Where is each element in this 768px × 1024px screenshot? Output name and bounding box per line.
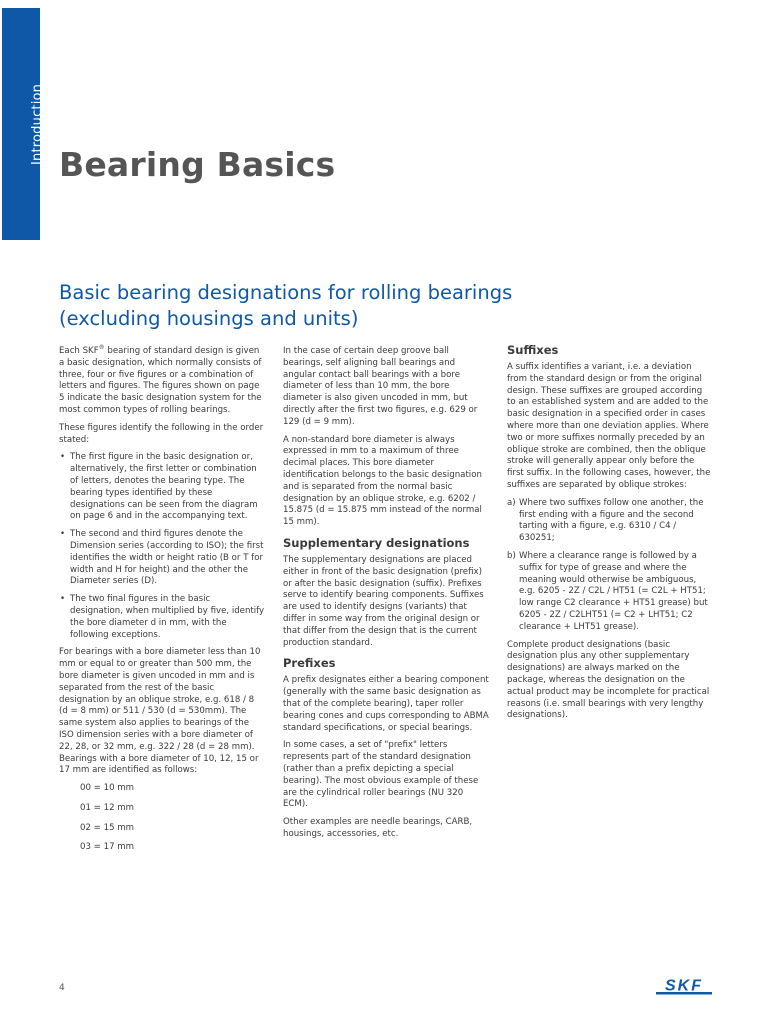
supplementary-designations-paragraph: The supplementary designations are placed either in front of the basic designation (prefix) or after the basic designation (suffix). Prefixes serve to identify bearing components. Suffixes are used to identify designs (variants) that differ in some way from the original design or that differ from the design that is the current production standard.	[283, 554, 484, 648]
intro-paragraph: Each SKF® bearing of standard design is given a basic designation, which normally consists of three, four or five figures or a combination of letters and figures. The figures shown on page 5 indicate the basic designation system for the most common types of rolling bearings.	[59, 344, 262, 415]
product-designations-paragraph: Complete product designations (basic designation plus any other supplementary designations) are always marked on the package, whereas the designation on the actual product may be incomplete for practical reasons (i.e. small bearings with very lengthy designations).	[507, 639, 710, 721]
prefixes-paragraph: In some cases, a set of "prefix" letters represents part of the standard designation (rather than a prefix depicting a special bearing). The most obvious example of these are the cylindrical roller bearings (NU 320 ECM).	[283, 740, 479, 810]
order-paragraph: These figures identify the following in the order stated:	[59, 422, 264, 445]
skf-logo	[656, 977, 712, 995]
suffix-cases-list	[507, 498, 713, 634]
suffixes-heading: Suffixes	[507, 343, 559, 357]
list-item: a) Where two suffixes follow one another, the first ending with a figure and the second tarting with a figure, e.g. 6310 / C4 / 630251;	[507, 497, 704, 544]
page-title: Bearing Basics	[59, 145, 336, 184]
bore-code: 03 = 17 mm	[80, 842, 135, 853]
list-item: • The two final figures in the basic designation, when multiplied by five, identify the bore diameter d in mm, with the following exceptions.	[60, 594, 265, 640]
page-number: 4	[59, 983, 65, 993]
list-item: • The first figure in the basic designation or, alternatively, the first letter or combination of letters, denotes the bearing type. The bearing types identified by these designations can be seen from the diagram on page 6 and in the accompanying text.	[60, 452, 258, 522]
non-standard-bore-paragraph: A non-standard bore diameter is always expressed in mm to a maximum of three decimal places. This bore diameter identification belongs to the basic designation and is separated from the normal basic designation by an oblique stroke, e.g. 6202 / 15.875 (d = 15.875 mm instead of the normal 15 mm).	[283, 434, 482, 528]
text-column-1	[59, 346, 265, 862]
registered-mark: ®	[98, 344, 105, 352]
figure-meaning-list	[59, 452, 265, 641]
svg-text:SKF: SKF	[665, 977, 703, 995]
supplementary-designations-heading: Supplementary designations	[283, 535, 470, 550]
bore-code: 00 = 10 mm	[80, 783, 135, 794]
small-bore-paragraph: In the case of certain deep groove ball bearings, self aligning ball bearings and angular contact ball bearings with a bore diameter of less than 10 mm, the bore diameter is also given uncoded in mm, but directly after the first two figures, e.g. 629 or 129 (d = 9 mm).	[283, 346, 478, 427]
section-title: Basic bearing designations for rolling bearings (excluding housings and units)	[59, 281, 513, 330]
list-item: b) Where a clearance range is followed by a suffix for type of grease and where the meaning would otherwise be ambiguous, e.g. 6205 - 2Z / C2L / HT51 (= C2L + HT51; low range C2 clearance + HT51 grease) but 6205 - 2Z / C2LHT51 (= C2 + LHT51; C2 clearance + LHT51 grease).	[507, 550, 708, 632]
bore-diameter-paragraph: For bearings with a bore diameter less than 10 mm or equal to or greater than 500 mm, the bore diameter is given uncoded in mm and is separated from the rest of the basic designation by an oblique stroke, e.g. 618 / 8 (d = 8 mm) or 511 / 530 (d = 530mm). The same system also applies to bearings of the ISO dimension series with a bore diameter of 22, 28, or 32 mm, e.g. 322 / 28 (d = 28 mm). Bearings with a bore diameter of 10, 12, 15 or 17 mm are identified as follows:	[59, 647, 261, 776]
list-item: • The second and third figures denote the Dimension series (according to ISO); the first identifies the width or height ratio (B or T for width and H for height) and the other the Diameter series (D).	[60, 529, 264, 587]
suffixes-paragraph: A suffix identifies a variant, i.e. a deviation from the standard design or from the original design. These suffixes are grouped according to an established system and are added to the basic designation in a specified order in cases where more than one deviation applies. Where two or more suffixes normally preceded by an oblique stroke are combined, then the oblique stroke will generally appear only before the first suffix. In the following cases, however, the suffixes are separated by oblique strokes:	[507, 362, 711, 490]
bore-code: 02 = 15 mm	[80, 822, 135, 833]
text-column-3	[507, 344, 713, 728]
prefixes-paragraph: Other examples are needle bearings, CARB, housings, accessories, etc.	[283, 817, 473, 839]
text-column-2	[283, 346, 489, 847]
bore-code-list	[80, 783, 265, 854]
prefixes-heading: Prefixes	[283, 656, 336, 671]
prefixes-paragraph: A prefix designates either a bearing component (generally with the same basic designation as that of the complete bearing), taper roller bearing cones and cups corresponding to ABMA standard specifications, or special bearings.	[283, 675, 489, 733]
section-side-tab-label: Introduction	[30, 83, 45, 165]
bore-code: 01 = 12 mm	[80, 802, 135, 813]
